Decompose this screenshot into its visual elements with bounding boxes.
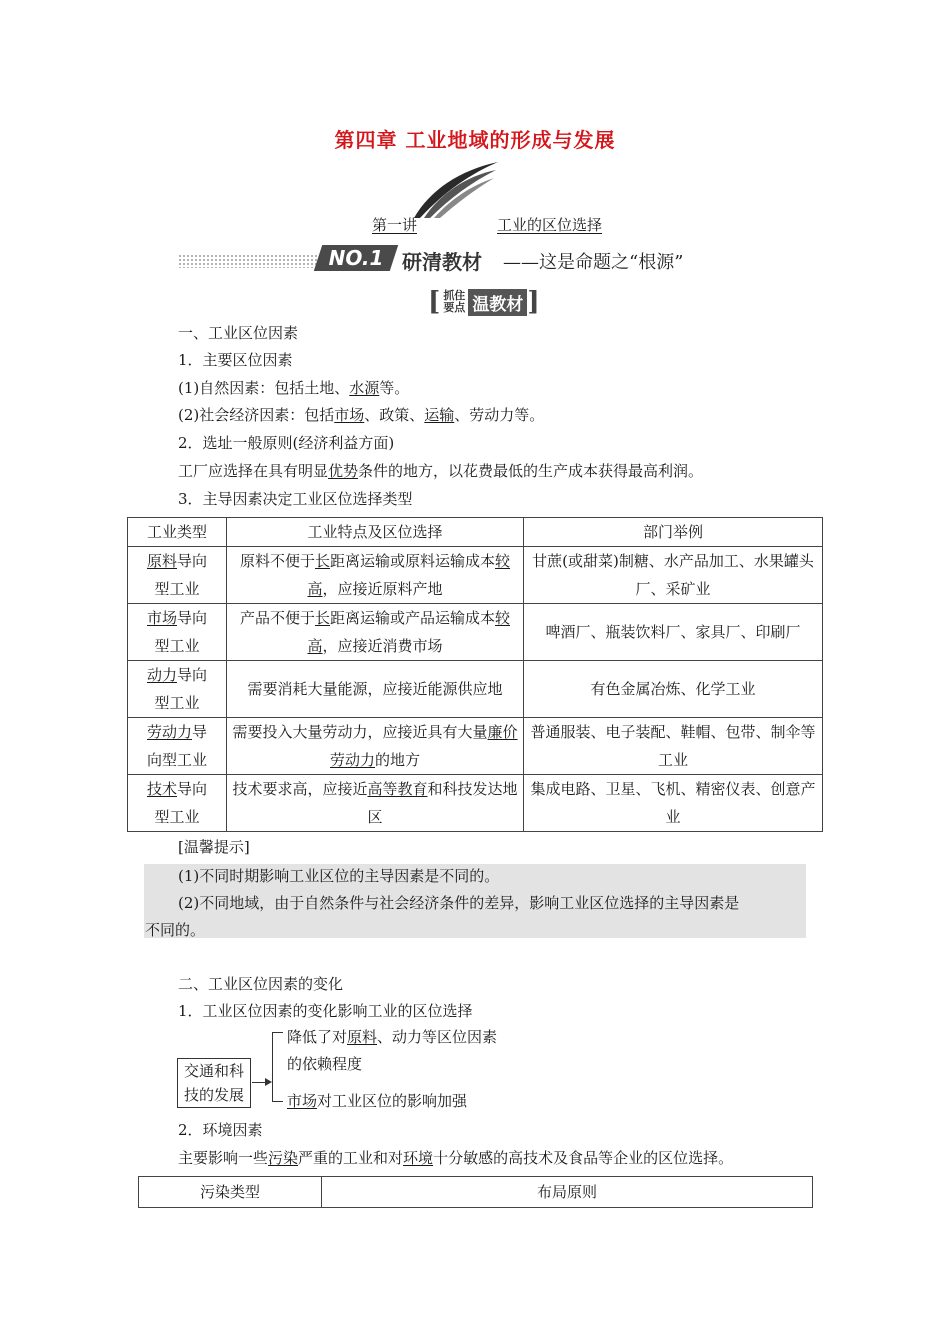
lecture-title: 工业的区位选择 — [497, 216, 603, 234]
table-row — [128, 775, 823, 832]
section2-item2: 2．环境因素 — [178, 1121, 263, 1139]
natural-factors: (1)自然因素：包括土地、水源等。 — [178, 379, 410, 397]
review-badge — [428, 287, 540, 317]
tip-2-line1: (2)不同地域，由于自然条件与社会经济条件的差异，影响工业区位选择的主导因素是 — [178, 894, 740, 912]
feature-cell: 技术要求高，应接近高等教育和科技发达地区 — [227, 775, 524, 832]
section1-item1: 1．主要区位因素 — [178, 351, 293, 369]
industry-type-table — [127, 517, 823, 832]
lecture-number: 第一讲 — [372, 216, 418, 234]
industry-type-cell: 市场导向 型工业 — [128, 604, 227, 661]
social-factors: (2)社会经济因素：包括市场、政策、运输、劳动力等。 — [178, 406, 545, 424]
no1-badge: NO.1 — [314, 245, 398, 271]
badge-big-text: 温教材 — [468, 289, 527, 316]
flow-branch1-line2: 的依赖程度 — [287, 1055, 363, 1073]
table-header-cell: 工业类型 — [128, 518, 227, 547]
industry-type-cell: 动力导向 型工业 — [128, 661, 227, 718]
badge-right-bracket: ] — [527, 287, 540, 317]
flow-branch2: 市场对工业区位的影响加强 — [287, 1092, 468, 1110]
section1-heading: 一、工业区位因素 — [178, 324, 299, 342]
flow-source-box: 交通和科技的发展 — [177, 1058, 251, 1108]
industry-type-cell: 劳动力导 向型工业 — [128, 718, 227, 775]
flow-branch1-line1: 降低了对原料、动力等区位因素 — [287, 1028, 498, 1046]
flow-arrow-line — [252, 1082, 266, 1083]
table-header-cell: 布局原则 — [322, 1177, 813, 1208]
feature-cell: 产品不便于长距离运输或产品运输成本较高，应接近消费市场 — [227, 604, 524, 661]
env-factor-text: 主要影响一些污染严重的工业和对环境十分敏感的高技术及食品等企业的区位选择。 — [178, 1149, 734, 1167]
feature-cell: 需要消耗大量能源，应接近能源供应地 — [227, 661, 524, 718]
table-row — [128, 604, 823, 661]
example-cell: 有色金属冶炼、化学工业 — [524, 661, 823, 718]
table-header-cell: 工业特点及区位选择 — [227, 518, 524, 547]
industry-type-cell: 技术导向 型工业 — [128, 775, 227, 832]
chapter-title: 第四章 工业地域的形成与发展 — [334, 128, 616, 152]
arrow-right-icon — [265, 1078, 272, 1086]
example-cell: 普通服装、电子装配、鞋帽、包带、制伞等工业 — [524, 718, 823, 775]
section1-item3: 3．主导因素决定工业区位选择类型 — [178, 490, 413, 508]
badge-left-bracket: [ — [428, 287, 441, 317]
banner-sub-text: ——这是命题之“根源” — [503, 252, 684, 273]
feature-cell: 原料不便于长距离运输或原料运输成本较高，应接近原料产地 — [227, 547, 524, 604]
site-principle: 工厂应选择在具有明显优势条件的地方，以花费最低的生产成本获得最高利润。 — [178, 462, 704, 480]
pollution-layout-table — [138, 1176, 813, 1208]
table-row — [128, 661, 823, 718]
badge-small-text: 抓住 要点 — [443, 289, 466, 314]
flow-bracket — [272, 1032, 283, 1102]
example-cell: 集成电路、卫星、飞机、精密仪表、创意产业 — [524, 775, 823, 832]
dot-pattern-band — [178, 254, 318, 268]
table-row — [128, 718, 823, 775]
table-row — [128, 547, 823, 604]
feature-cell: 需要投入大量劳动力，应接近具有大量廉价劳动力的地方 — [227, 718, 524, 775]
table-header-cell: 部门举例 — [524, 518, 823, 547]
table-header-row — [139, 1177, 813, 1208]
example-cell: 甘蔗(或甜菜)制糖、水产品加工、水果罐头厂、采矿业 — [524, 547, 823, 604]
example-cell: 啤酒厂、瓶装饮料厂、家具厂、印刷厂 — [524, 604, 823, 661]
swoosh-logo-icon — [410, 160, 500, 220]
section1-item2: 2．选址一般原则(经济利益方面) — [178, 434, 395, 452]
tips-label: [温馨提示] — [178, 838, 250, 856]
table-header-row — [128, 518, 823, 547]
section2-item1: 1．工业区位因素的变化影响工业的区位选择 — [178, 1002, 473, 1020]
table-header-cell: 污染类型 — [139, 1177, 322, 1208]
section2-heading: 二、工业区位因素的变化 — [178, 975, 344, 993]
tip-1: (1)不同时期影响工业区位的主导因素是不同的。 — [178, 867, 500, 885]
tip-2-line2: 不同的。 — [145, 921, 206, 939]
banner-main-text: 研清教材 — [402, 250, 482, 274]
industry-type-cell: 原料导向 型工业 — [128, 547, 227, 604]
